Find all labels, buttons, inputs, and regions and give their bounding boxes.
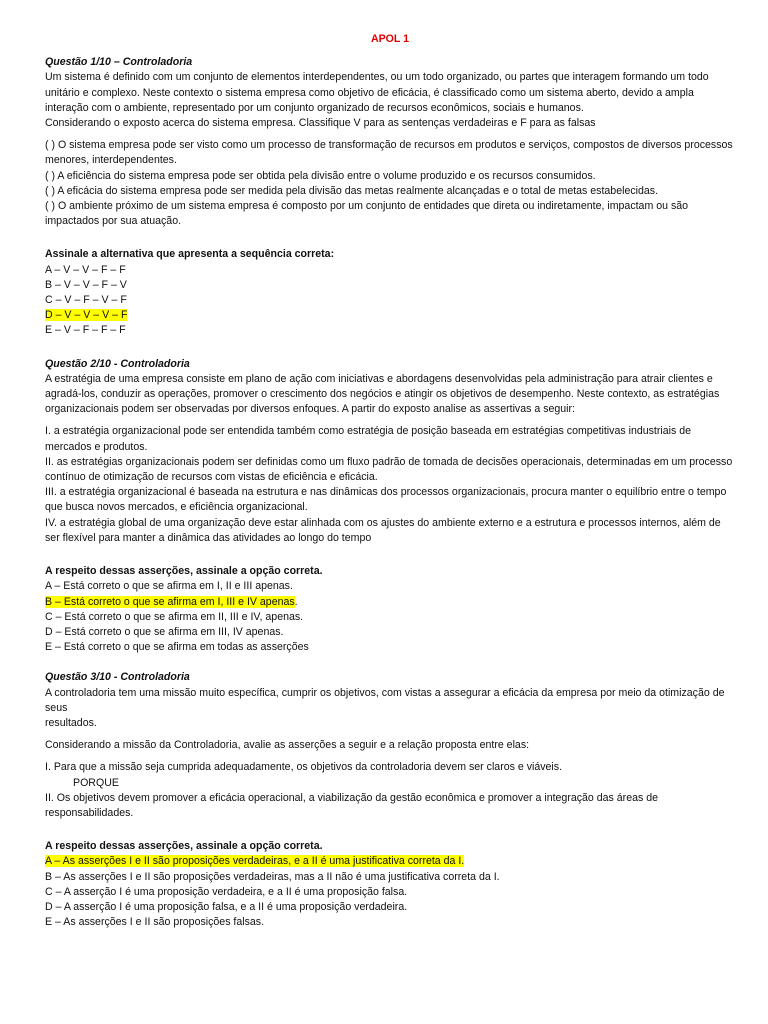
question-3-intro: A controladoria tem uma missão muito específica, cumprir os objetivos, com vistas a assegurar a eficácia da empresa por meio da otimização de seus: [45, 686, 725, 714]
question-1-option-e: E – V – F – F – F: [45, 324, 126, 337]
question-1-statement: ( ) O ambiente próximo de um sistema empresa é composto por um conjunto de entidades que direta ou indiretamente, impactam ou são impactados por sua atuação.: [45, 200, 689, 228]
question-3-option-c: C – A asserção I é uma proposição verdadeira, e a II é uma proposição falsa.: [45, 885, 408, 898]
question-3-prompt: A respeito dessas asserções, assinale a opção correta.: [45, 840, 323, 853]
question-3-option-d: D – A asserção I é uma proposição falsa, e a II é uma proposição verdadeira.: [45, 900, 408, 913]
question-3-instruction: Considerando a missão da Controladoria, avalie as asserções a seguir e a relação proposta entre elas:: [45, 739, 530, 752]
question-2-intro: A estratégia de uma empresa consiste em plano de ação com iniciativas e abordagens desenvolvidas pela administração para atrair clientes e agradá-los, conduzir as operações, promover o crescimento dos negócios e atingir os objetivos de desempenho. Neste contexto, as estratégias organizacionais podem ser observadas por diversos enfoques. A partir do exposto analise as assertivas a seguir:: [45, 372, 720, 416]
question-2-statement: III. a estratégia organizacional é baseada na estrutura e nas dinâmicas dos processos organizacionais, procura manter o equilíbrio entre o tempo que busca novos mercados, e eficiência organizacional.: [45, 486, 727, 514]
question-2-statement: II. as estratégias organizacionais podem ser definidas como um fluxo padrão de tomada de decisões operacionais, determinadas em um processo contínuo de otimização de recursos com vistas de eficiência e eficácia.: [45, 455, 733, 484]
question-2-option-c: C – Está correto o que se afirma em II, III e IV, apenas.: [45, 610, 304, 623]
question-1-statement: ( ) O sistema empresa pode ser visto como um processo de transformação de recursos em produtos e serviços, compostos de diversos processos menores, interdependentes.: [45, 139, 733, 167]
question-3-option-a-highlighted: A – As asserções I e II são proposições verdadeiras, e a II é uma justificativa correta da I.: [45, 855, 465, 868]
question-2-statement: IV. a estratégia global de uma organização deve estar alinhada com os ajustes do ambiente externo e a estrutura e processos internos, além de ser flexível para manter a dinâmica das atividades ao longo do tempo: [45, 516, 721, 544]
question-3-option-e: E – As asserções I e II são proposições falsas.: [45, 916, 265, 929]
question-2-option-a: A – Está correto o que se afirma em I, II e III apenas.: [45, 580, 293, 593]
question-1-statement: ( ) A eficácia do sistema empresa pode ser medida pela divisão das metas realmente alcançadas e o total de metas estabelecidas.: [45, 184, 659, 197]
question-2-statement: I. a estratégia organizacional pode ser entendida também como estratégia de posição baseada em estratégias competitivas industriais de mercados e produtos.: [45, 425, 692, 453]
question-2-prompt: A respeito dessas asserções, assinale a opção correta.: [45, 565, 323, 578]
document-page: [45, 32, 735, 930]
question-1-option-a: A – V – V – F – F: [45, 263, 126, 276]
question-3-assertion-2: II. Os objetivos devem promover a eficácia operacional, a viabilização da gestão econômica e promover a integração das áreas de responsabilidades.: [45, 791, 659, 819]
question-1-intro: Um sistema é definido com um conjunto de elementos interdependentes, ou um todo organizado, ou partes que interagem formando um todo unitário e complexo. Neste contexto o sistema empresa como objetivo de eficácia, é classificado como um sistema aberto, devido a ampla interação com o ambiente, representado por um conjunto organizado de recursos econômicos, sociais e humanos.: [45, 71, 709, 114]
question-2-option-b-suffix: .: [294, 595, 298, 608]
question-2-option-d: D – Está correto o que se afirma em III, IV apenas.: [45, 625, 284, 638]
question-1-statement: ( ) A eficiência do sistema empresa pode ser obtida pela divisão entre o volume produzido e os recursos consumidos.: [45, 169, 596, 182]
question-1-option-d-highlighted: D – V – V – V – F: [45, 309, 128, 322]
question-3: [45, 670, 735, 930]
question-3-porque: PORQUE: [73, 776, 119, 789]
question-2-title: Questão 2/10 - Controladoria: [45, 357, 190, 370]
question-1-instruction: Considerando o exposto acerca do sistema empresa. Classifique V para as sentenças verdadeiras e F para as falsas: [45, 117, 596, 130]
question-2-option-e: E – Está correto o que se afirma em todas as asserções: [45, 641, 309, 654]
question-3-option-b: B – As asserções I e II são proposições verdadeiras, mas a II não é uma justificativa correta da I.: [45, 870, 500, 883]
document-title: APOL 1: [370, 33, 410, 45]
question-3-title: Questão 3/10 - Controladoria: [45, 671, 190, 684]
question-3-assertion-1: I. Para que a missão seja cumprida adequadamente, os objetivos da controladoria devem ser claros e viáveis.: [45, 761, 563, 774]
question-1-option-c: C – V – F – V – F: [45, 294, 127, 307]
question-2-option-b-highlighted: B – Está correto o que se afirma em I, III e IV apenas: [45, 595, 295, 608]
question-1-prompt: Assinale a alternativa que apresenta a sequência correta:: [45, 248, 335, 261]
question-1: [45, 55, 735, 338]
question-1-option-b: B – V – V – F – V: [45, 278, 127, 291]
question-1-title: Questão 1/10 – Controladoria: [45, 56, 193, 69]
question-3-intro-continued: resultados.: [45, 716, 97, 729]
question-2: [45, 357, 735, 656]
